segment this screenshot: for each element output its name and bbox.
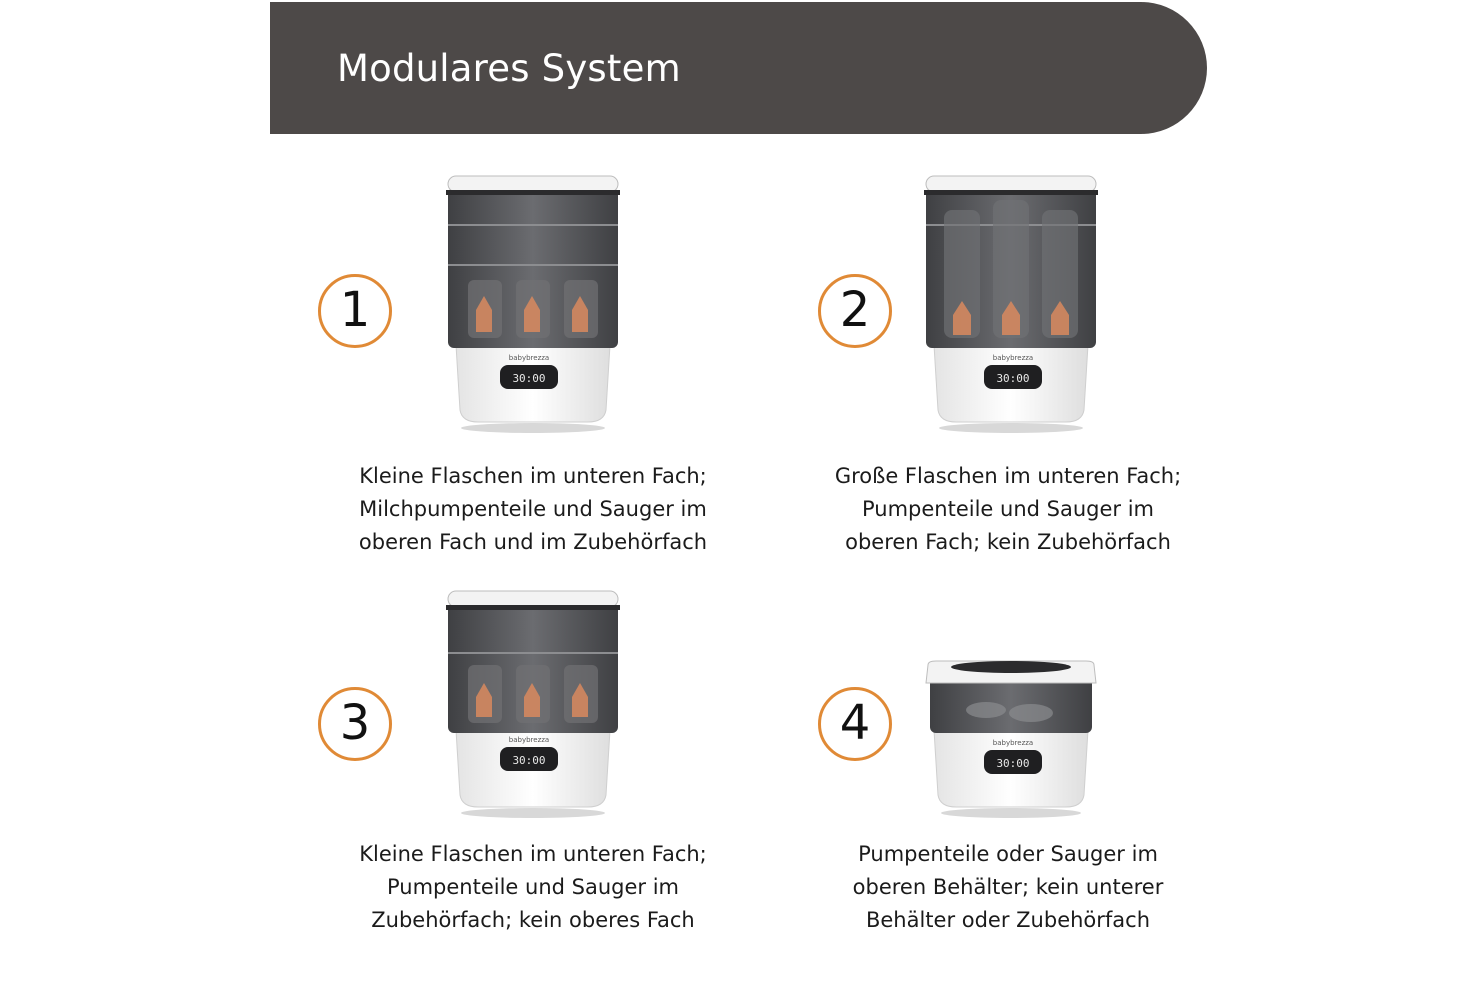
step-number: 3 <box>339 695 371 751</box>
step-number-circle <box>318 274 392 348</box>
sterilizer-image-short <box>916 655 1106 820</box>
config-caption <box>318 460 748 559</box>
caption-line: Pumpenteile oder Sauger im <box>858 842 1158 866</box>
brand-label: babybrezza <box>508 354 550 362</box>
device-display: 30:00 <box>996 757 1030 770</box>
brand-label: babybrezza <box>508 736 550 744</box>
device-display: 30:00 <box>512 754 546 767</box>
config-caption <box>318 838 748 937</box>
config-2 <box>816 170 1416 570</box>
caption-line: Zubehörfach; kein oberes Fach <box>371 908 695 932</box>
step-number: 2 <box>839 282 871 338</box>
step-number-circle <box>818 274 892 348</box>
config-caption <box>793 460 1223 559</box>
sterilizer-image-medium <box>438 585 628 820</box>
caption-line: oberen Behälter; kein unterer <box>852 875 1164 899</box>
device-display: 30:00 <box>996 372 1030 385</box>
caption-line: Behälter oder Zubehörfach <box>865 908 1151 932</box>
caption-line: Große Flaschen im unteren Fach; <box>834 464 1182 488</box>
step-number: 4 <box>839 695 871 751</box>
caption-line: Kleine Flaschen im unteren Fach; <box>359 842 707 866</box>
brand-label: babybrezza <box>992 354 1034 362</box>
step-number: 1 <box>339 282 371 338</box>
page-title: Modulares System <box>337 47 681 90</box>
caption-line: Kleine Flaschen im unteren Fach; <box>359 464 707 488</box>
config-4 <box>816 585 1416 985</box>
device-display: 30:00 <box>512 372 546 385</box>
caption-line: Pumpenteile und Sauger im <box>386 875 680 899</box>
caption-line: Milchpumpenteile und Sauger im <box>359 497 707 521</box>
step-number-circle <box>818 687 892 761</box>
brand-label: babybrezza <box>992 739 1034 747</box>
step-number-circle <box>318 687 392 761</box>
config-caption <box>793 838 1223 937</box>
sterilizer-image-tall-large-bottles <box>916 170 1106 435</box>
header-banner <box>270 2 1207 134</box>
sterilizer-image-tall <box>438 170 628 435</box>
caption-line: oberen Fach und im Zubehörfach <box>358 530 708 554</box>
caption-line: oberen Fach; kein Zubehörfach <box>845 530 1171 554</box>
caption-line: Pumpenteile und Sauger im <box>861 497 1155 521</box>
